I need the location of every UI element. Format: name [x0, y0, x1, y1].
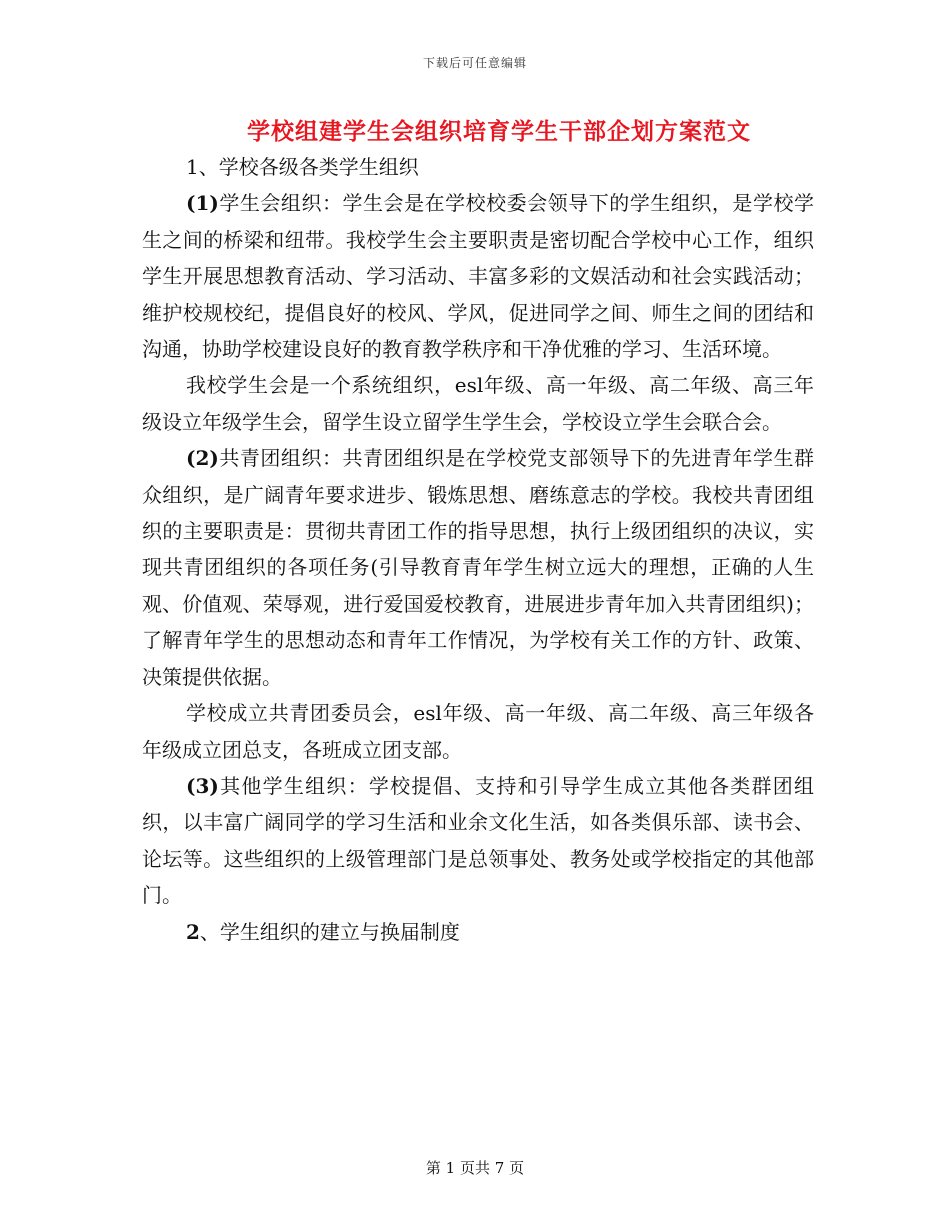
paragraph-student-union-structure: [142, 367, 814, 440]
paragraph-text: 1、学校各级各类学生组织: [186, 155, 419, 179]
paragraph-youth-league: [142, 440, 814, 695]
section-heading-1: [142, 149, 814, 185]
page-header-note: 下载后可任意编辑: [422, 56, 527, 70]
item-number: (3): [186, 773, 219, 798]
paragraph-other-organizations: [142, 768, 814, 914]
paragraph-text: 我校学生会是一个系统组织，esl年级、高一年级、高二年级、高三年级设立年级学生会，留学生设立留学生学生会，学校设立学生会联合会。: [142, 373, 814, 434]
paragraph-youth-league-structure: [142, 695, 814, 768]
paragraph-text: 、学生组织的建立与换届制度: [199, 919, 460, 944]
paragraph-text: 学校成立共青团委员会，esl年级、高一年级、高二年级、高三年级各年级成立团总支，各班成立团支部。: [142, 701, 814, 762]
document-body: [142, 149, 814, 950]
item-number: (1): [186, 191, 219, 216]
section-heading-2: [142, 914, 814, 950]
item-number: (2): [186, 446, 219, 471]
page-footer: 第 1 页共 7 页: [425, 1159, 525, 1177]
paragraph-student-union: [142, 185, 814, 367]
document-title: 学校组建学生会组织培育学生干部企划方案范文: [247, 118, 751, 145]
paragraph-text: 学生会组织：学生会是在学校校委会领导下的学生组织，是学校学生之间的桥梁和纽带。我校学生会主要职责是密切配合学校中心工作，组织学生开展思想教育活动、学习活动、丰富多彩的文娱活动和社会实践活动；维护校规校纪，提倡良好的校风、学风，促进同学之间、师生之间的团结和沟通，协助学校建设良好的教育教学秩序和干净优雅的学习、生活环境。: [142, 191, 814, 362]
paragraph-text: 其他学生组织：学校提倡、支持和引导学生成立其他各类群团组织，以丰富广阔同学的学习生活和业余文化生活，如各类俱乐部、读书会、论坛等。这些组织的上级管理部门是总领事处、教务处或学校指定的其他部门。: [142, 773, 814, 908]
item-number: 2: [186, 919, 200, 944]
paragraph-text: 共青团组织：共青团组织是在学校党支部领导下的先进青年学生群众组织，是广阔青年要求进步、锻炼思想、磨练意志的学校。我校共青团组织的主要职责是：贯彻共青团工作的指导思想，执行上级团组织的决议，实现共青团组织的各项任务(引导教育青年学生树立远大的理想，正确的人生观、价值观、荣辱观，进行爱国爱校教育，进展进步青年加入共青团组织)；了解青年学生的思想动态和青年工作情况，为学校有关工作的方针、政策、决策提供依据。: [142, 446, 814, 689]
